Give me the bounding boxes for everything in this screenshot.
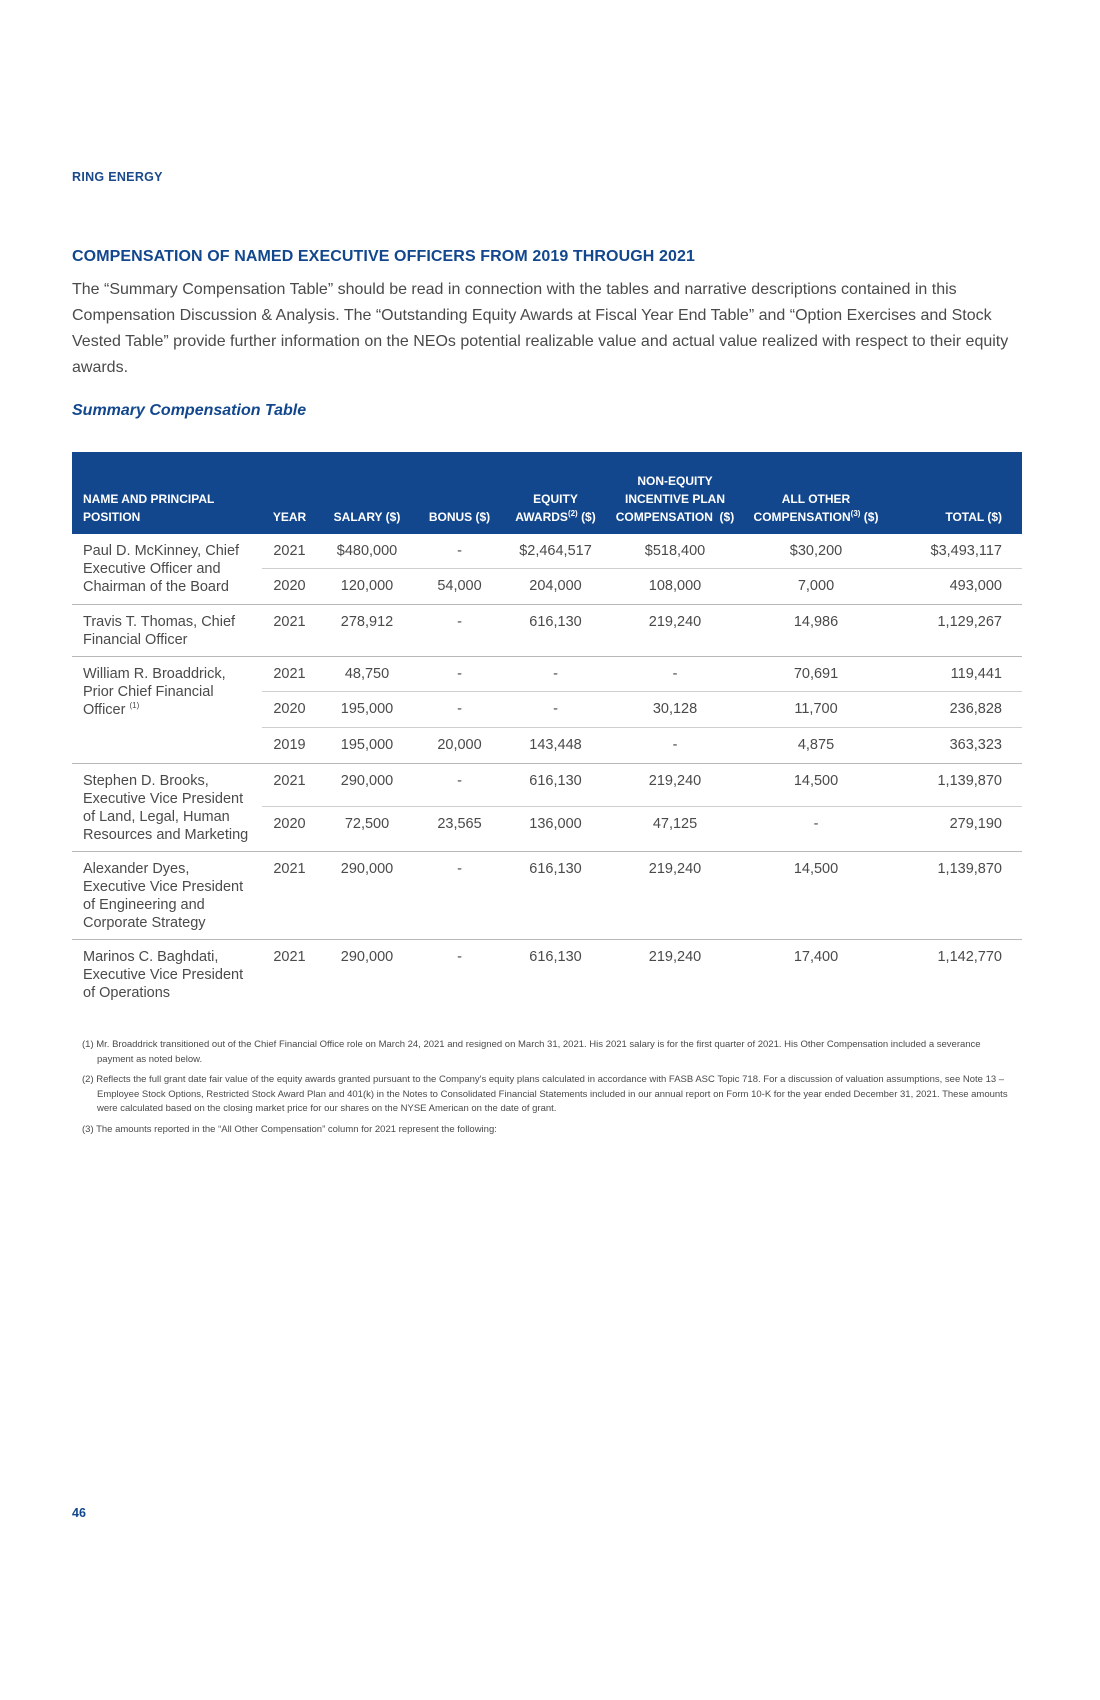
- cell-all-other-compensation: 17,400: [741, 940, 891, 1010]
- executive-position: Chief Executive Officer and Chairman of the Board: [83, 543, 240, 595]
- cell-all-other-compensation: 4,875: [741, 728, 891, 764]
- cell-salary: $480,000: [336, 543, 398, 559]
- header-name-position: NAME AND PRINCIPAL POSITION: [72, 452, 262, 534]
- cell-total: 363,323: [891, 728, 1022, 764]
- page-number: 46: [72, 1506, 86, 1520]
- cell-total: 1,129,267: [891, 605, 1022, 657]
- cell-total: 493,000: [891, 569, 1022, 605]
- table-row: [72, 852, 1022, 940]
- cell-year: 2021: [262, 605, 317, 657]
- cell-salary: 195,000: [317, 692, 417, 728]
- cell-salary: 195,000: [317, 728, 417, 764]
- table-row: [72, 657, 1022, 692]
- table-title: Summary Compensation Table: [72, 402, 307, 419]
- cell-equity-awards: -: [502, 657, 609, 692]
- table-header-row: [72, 452, 1022, 534]
- header-salary: SALARY ($): [317, 452, 417, 534]
- cell-equity-awards: 616,130: [502, 852, 609, 940]
- header-total: TOTAL ($): [891, 452, 1022, 534]
- cell-total: 279,190: [891, 807, 1022, 852]
- cell-nonequity-incentive: 47,125: [609, 807, 741, 852]
- cell-nonequity-incentive: 219,240: [609, 852, 741, 940]
- cell-year: 2021: [262, 657, 317, 692]
- cell-name-position: [72, 852, 262, 940]
- summary-compensation-table: [72, 452, 1022, 1009]
- cell-bonus: -: [417, 940, 502, 1010]
- cell-salary: 72,500: [317, 807, 417, 852]
- cell-nonequity-incentive: $518,400: [644, 543, 706, 559]
- executive-name: Marinos C. Baghdati,: [83, 949, 219, 965]
- executive-position: Executive Vice President of Operations: [83, 967, 244, 1001]
- table-row: [72, 605, 1022, 657]
- cell-salary: 48,750: [317, 657, 417, 692]
- cell-salary: 120,000: [317, 569, 417, 605]
- cell-equity-awards: -: [502, 692, 609, 728]
- cell-year: 2020: [262, 807, 317, 852]
- executive-position: Chief Financial Officer: [83, 614, 236, 648]
- cell-total: 1,142,770: [891, 940, 1022, 1010]
- table-body: [72, 534, 1022, 1009]
- cell-total: 119,441: [891, 657, 1022, 692]
- cell-bonus: -: [417, 692, 502, 728]
- cell-year: 2021: [273, 543, 306, 559]
- executive-name: William R. Broaddrick,: [83, 666, 226, 682]
- cell-equity-awards: 136,000: [502, 807, 609, 852]
- cell-bonus: 54,000: [417, 569, 502, 605]
- header-year: YEAR: [262, 452, 317, 534]
- cell-year: 2020: [262, 692, 317, 728]
- cell-nonequity-incentive: 219,240: [609, 605, 741, 657]
- intro-paragraph: The “Summary Compensation Table” should be read in connection with the tables and narrative descriptions contained in this Compensation Discussion & Analysis. The “Outstanding Equity Awards at Fiscal Year End Table” and “Option Exercises and Stock Vested Table” provide further information on the NEOs potential realizable value and actual value realized with respect to their equity awards.: [72, 281, 1009, 376]
- cell-salary: 278,912: [317, 605, 417, 657]
- header-bonus: BONUS ($): [417, 452, 502, 534]
- cell-year: 2021: [262, 940, 317, 1010]
- table-row: [72, 534, 1022, 569]
- executive-position: Executive Vice President of Engineering and Corporate Strategy: [83, 879, 244, 931]
- header-nonequity-incentive: NON-EQUITY INCENTIVE PLAN COMPENSATION ($): [609, 452, 741, 534]
- footnote-marker: (1): [129, 701, 140, 711]
- cell-nonequity-incentive: -: [609, 657, 741, 692]
- cell-all-other-compensation: 11,700: [741, 692, 891, 728]
- company-name: RING ENERGY: [72, 170, 163, 184]
- cell-equity-awards: 143,448: [502, 728, 609, 764]
- cell-bonus: -: [417, 852, 502, 940]
- cell-name-position: [72, 940, 262, 1010]
- cell-salary: 290,000: [317, 940, 417, 1010]
- cell-all-other-compensation: 14,500: [741, 852, 891, 940]
- header-all-other-compensation: ALL OTHER COMPENSATION$^{(3)}$ ($): [741, 452, 891, 534]
- cell-bonus: 23,565: [417, 807, 502, 852]
- footnotes: [82, 1038, 1012, 1143]
- executive-name: Paul D. McKinney,: [83, 543, 202, 559]
- summary-compensation-table-container: [72, 452, 1022, 1009]
- cell-total: $3,493,117: [930, 543, 1002, 559]
- cell-nonequity-incentive: 108,000: [609, 569, 741, 605]
- cell-all-other-compensation: 14,986: [741, 605, 891, 657]
- cell-bonus: -: [417, 657, 502, 692]
- cell-all-other-compensation: $30,200: [789, 543, 843, 559]
- cell-name-position: [72, 605, 262, 657]
- cell-total: 1,139,870: [891, 764, 1022, 807]
- cell-all-other-compensation: 14,500: [741, 764, 891, 807]
- cell-total: 236,828: [891, 692, 1022, 728]
- cell-name-position: [72, 764, 262, 852]
- cell-all-other-compensation: 7,000: [741, 569, 891, 605]
- footnote-2: (2) Reflects the full grant date fair value of the equity awards granted pursuant to the Company's equity plans calculated in accordance with FASB ASC Topic 718. For a discussion of valuation assumptions, see Note 13 – Employee Stock Options, Restricted Stock Award Plan and 401(k) in the Notes to Consolidated Financial Statements included in our annual report on Form 10-K for the year ended December 31, 2021. These amounts were calculated based on the closing market price for our shares on the NYSE American on the date of grant.: [82, 1074, 1008, 1114]
- cell-bonus: -: [417, 764, 502, 807]
- header-equity-awards: EQUITY AWARDS$^{(2)}$ ($): [502, 452, 609, 534]
- table-row: [72, 940, 1022, 1010]
- cell-equity-awards: 616,130: [502, 940, 609, 1010]
- cell-nonequity-incentive: 219,240: [609, 940, 741, 1010]
- cell-name-position: [72, 657, 262, 764]
- cell-total: 1,139,870: [891, 852, 1022, 940]
- cell-all-other-compensation: -: [741, 807, 891, 852]
- executive-position: Prior Chief Financial Officer: [83, 684, 214, 718]
- cell-year: 2019: [262, 728, 317, 764]
- cell-nonequity-incentive: 219,240: [609, 764, 741, 807]
- cell-salary: 290,000: [317, 764, 417, 807]
- footnote-1: (1) Mr. Broaddrick transitioned out of the Chief Financial Office role on March 24, 2021 and resigned on March 31, 2021. His 2021 salary is for the first quarter of 2021. His Other Compensation included a severance payment as noted below.: [82, 1039, 981, 1065]
- cell-bonus: -: [457, 543, 462, 559]
- footnote-3: (3) The amounts reported in the “All Other Compensation” column for 2021 represent the following:: [82, 1123, 497, 1135]
- cell-equity-awards: 616,130: [502, 605, 609, 657]
- executive-name: Alexander Dyes,: [83, 861, 190, 877]
- cell-year: 2021: [262, 764, 317, 807]
- section-title: COMPENSATION OF NAMED EXECUTIVE OFFICERS FROM 2019 THROUGH 2021: [72, 248, 695, 265]
- cell-equity-awards: 204,000: [502, 569, 609, 605]
- executive-name: Stephen D. Brooks,: [83, 773, 209, 789]
- cell-nonequity-incentive: -: [609, 728, 741, 764]
- executive-name: Travis T. Thomas,: [83, 614, 198, 630]
- cell-year: 2020: [262, 569, 317, 605]
- table-row: [72, 764, 1022, 807]
- executive-position: Executive Vice President of Land, Legal, Human Resources and Marketing: [83, 791, 249, 843]
- cell-equity-awards: $2,464,517: [519, 543, 592, 559]
- cell-year: 2021: [262, 852, 317, 940]
- cell-nonequity-incentive: 30,128: [609, 692, 741, 728]
- cell-bonus: -: [417, 605, 502, 657]
- cell-salary: 290,000: [317, 852, 417, 940]
- cell-equity-awards: 616,130: [502, 764, 609, 807]
- cell-all-other-compensation: 70,691: [741, 657, 891, 692]
- cell-bonus: 20,000: [417, 728, 502, 764]
- cell-name-position: [72, 534, 262, 605]
